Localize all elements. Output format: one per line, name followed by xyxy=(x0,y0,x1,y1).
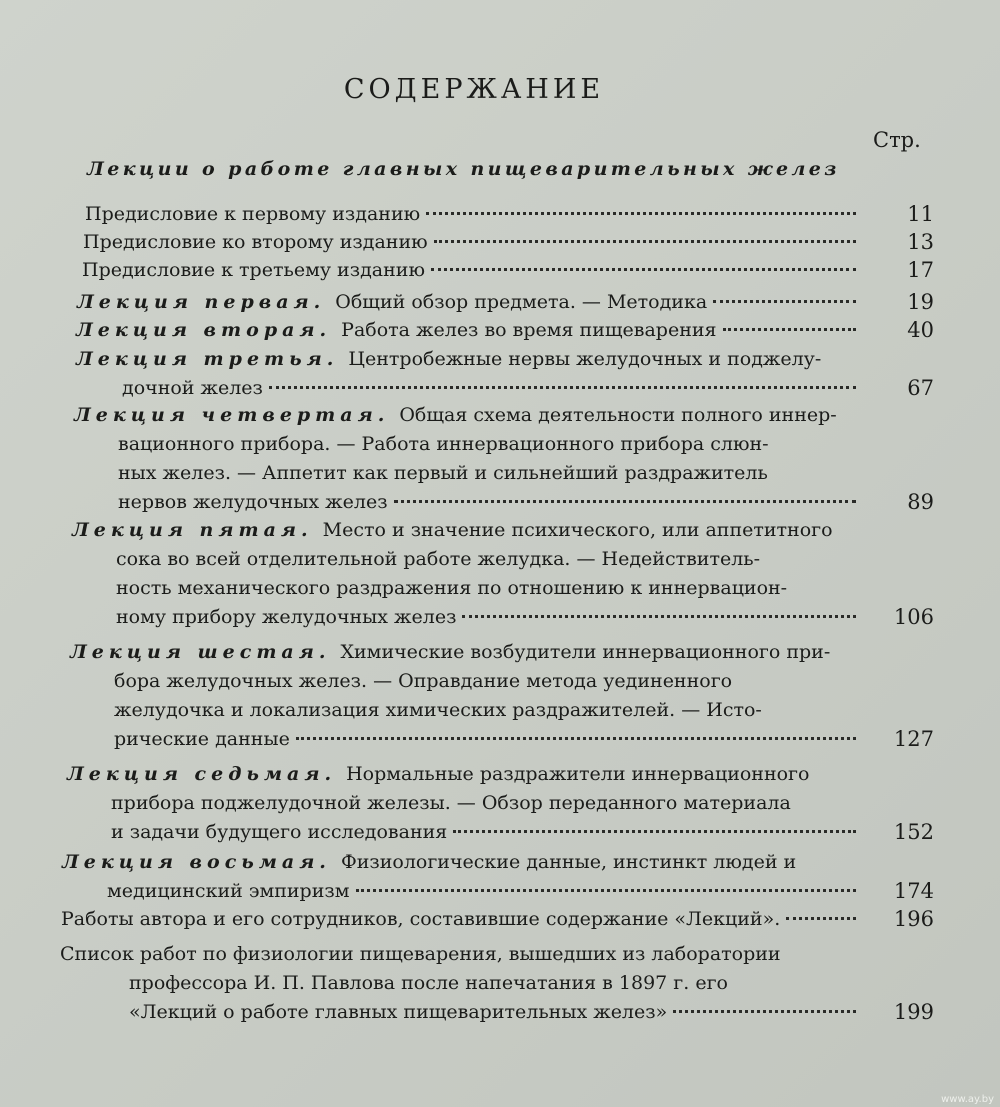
page-number: 17 xyxy=(907,258,934,282)
toc-line xyxy=(111,789,791,817)
toc-entry-text: рические данные xyxy=(114,728,290,750)
page-number: 40 xyxy=(907,318,934,342)
dot-leader xyxy=(713,299,856,303)
page-number: 196 xyxy=(893,907,934,931)
dot-leader xyxy=(673,1009,856,1013)
toc-line xyxy=(85,200,862,228)
toc-line xyxy=(77,288,862,316)
toc-entry-text: нервов желудочных желез xyxy=(118,491,388,513)
toc-line xyxy=(74,401,837,429)
page-number: 174 xyxy=(893,879,934,903)
toc-line xyxy=(76,316,862,344)
toc-entry-text: сока во всей отделительной работе желудка. — Недействитель- xyxy=(116,548,761,570)
dot-leader xyxy=(356,888,856,892)
toc-line xyxy=(61,905,862,933)
toc-entry-text: ность механического раздражения по отношению к иннервацион- xyxy=(116,577,788,599)
toc-line xyxy=(114,725,862,753)
dot-leader xyxy=(786,916,856,920)
page-number: 127 xyxy=(893,727,934,751)
toc-line xyxy=(129,998,862,1026)
toc-line xyxy=(62,848,796,876)
toc-line xyxy=(107,877,862,905)
toc-line xyxy=(114,667,732,695)
lecture-label: Лекция первая. xyxy=(77,291,326,313)
toc-line xyxy=(111,818,862,846)
lecture-label: Лекция четвертая. xyxy=(74,404,390,426)
toc-entry-text: медицинский эмпиризм xyxy=(107,880,350,902)
lecture-label: Лекция шестая. xyxy=(70,641,331,663)
toc-line xyxy=(118,459,768,487)
toc-entry-text: Работа желез во время пищеварения xyxy=(341,319,717,341)
page-number: 19 xyxy=(907,290,934,314)
lecture-label: Лекция вторая. xyxy=(76,319,332,341)
toc-line xyxy=(67,760,809,788)
dot-leader xyxy=(269,385,856,389)
page-number: 89 xyxy=(907,490,934,514)
dot-leader xyxy=(394,499,856,503)
dot-leader xyxy=(434,239,856,243)
toc-entry-text: Работы автора и его сотрудников, составившие содержание «Лекций». xyxy=(61,908,781,930)
toc-entry-text: Физиологические данные, инстинкт людей и xyxy=(340,851,797,873)
toc-line xyxy=(83,228,862,256)
dot-leader xyxy=(723,327,856,331)
toc-entry-text: Предисловие к третьему изданию xyxy=(82,259,425,281)
toc-line xyxy=(70,638,830,666)
toc-entry-text: вационного прибора. — Работа иннервационного прибора слюн- xyxy=(118,433,769,455)
toc-entry-text: ных желез. — Аппетит как первый и сильнейший раздражитель xyxy=(118,462,768,484)
toc-entry-text: Предисловие к первому изданию xyxy=(85,203,421,225)
page-column-label: Стр. xyxy=(873,128,921,152)
page-number: 152 xyxy=(893,820,934,844)
page-number: 199 xyxy=(893,1000,934,1024)
toc-line xyxy=(116,603,862,631)
lecture-label: Лекция седьмая. xyxy=(67,763,337,785)
watermark: www.ay.by xyxy=(941,1094,994,1105)
toc-entry-text: дочной желез xyxy=(122,377,263,399)
toc-entry-text: и задачи будущего исследования xyxy=(111,821,448,843)
toc-line xyxy=(114,696,762,724)
dot-leader xyxy=(453,829,856,833)
page-number: 67 xyxy=(907,376,934,400)
toc-entry-text: Химические возбудители иннервационного при- xyxy=(340,641,831,663)
toc-entry-text: «Лекций о работе главных пищеварительных желез» xyxy=(129,1001,668,1023)
dot-leader xyxy=(296,736,856,740)
book-title: Лекции о работе главных пищеварительных желез xyxy=(87,158,840,180)
toc-line xyxy=(60,940,781,968)
lecture-label: Лекция восьмая. xyxy=(62,851,331,873)
dot-leader xyxy=(426,211,856,215)
toc-entry-text: Место и значение психического, или аппетитного xyxy=(322,519,833,541)
toc-entry-text: Список работ по физиологии пищеварения, вышедших из лаборатории xyxy=(60,943,781,965)
toc-line xyxy=(129,969,728,997)
toc-entry-text: профессора И. П. Павлова после напечатания в 1897 г. его xyxy=(129,972,728,994)
page-number: 13 xyxy=(907,230,934,254)
toc-entry-text: желудочка и локализация химических раздражителей. — Исто- xyxy=(114,699,762,721)
toc-entry-text: Нормальные раздражители иннервационного xyxy=(346,763,810,785)
toc-line xyxy=(76,345,821,373)
page-number: 106 xyxy=(893,605,934,629)
page-number: 11 xyxy=(907,202,934,226)
dot-leader xyxy=(462,614,856,618)
toc-line xyxy=(72,516,833,544)
toc-entry-text: бора желудочных желез. — Оправдание метода уединенного xyxy=(114,670,733,692)
toc-line xyxy=(116,574,787,602)
toc-entry-text: Предисловие ко второму изданию xyxy=(83,231,428,253)
toc-line xyxy=(122,374,862,402)
toc-line xyxy=(82,256,862,284)
lecture-label: Лекция пятая. xyxy=(72,519,313,541)
toc-entry-text: Общий обзор предмета. — Методика xyxy=(335,291,708,313)
toc-entry-text: прибора поджелудочной железы. — Обзор переданного материала xyxy=(111,792,791,814)
toc-line xyxy=(118,430,769,458)
toc-entry-text: Общая схема деятельности полного иннер- xyxy=(399,404,837,426)
dot-leader xyxy=(431,267,856,271)
lecture-label: Лекция третья. xyxy=(76,348,339,370)
toc-entry-text: ному прибору желудочных желез xyxy=(116,606,457,628)
toc-line xyxy=(116,545,760,573)
toc-line xyxy=(118,488,862,516)
toc-entry-text: Центробежные нервы желудочных и поджелу- xyxy=(348,348,822,370)
page-title: СОДЕРЖАНИЕ xyxy=(343,74,605,105)
